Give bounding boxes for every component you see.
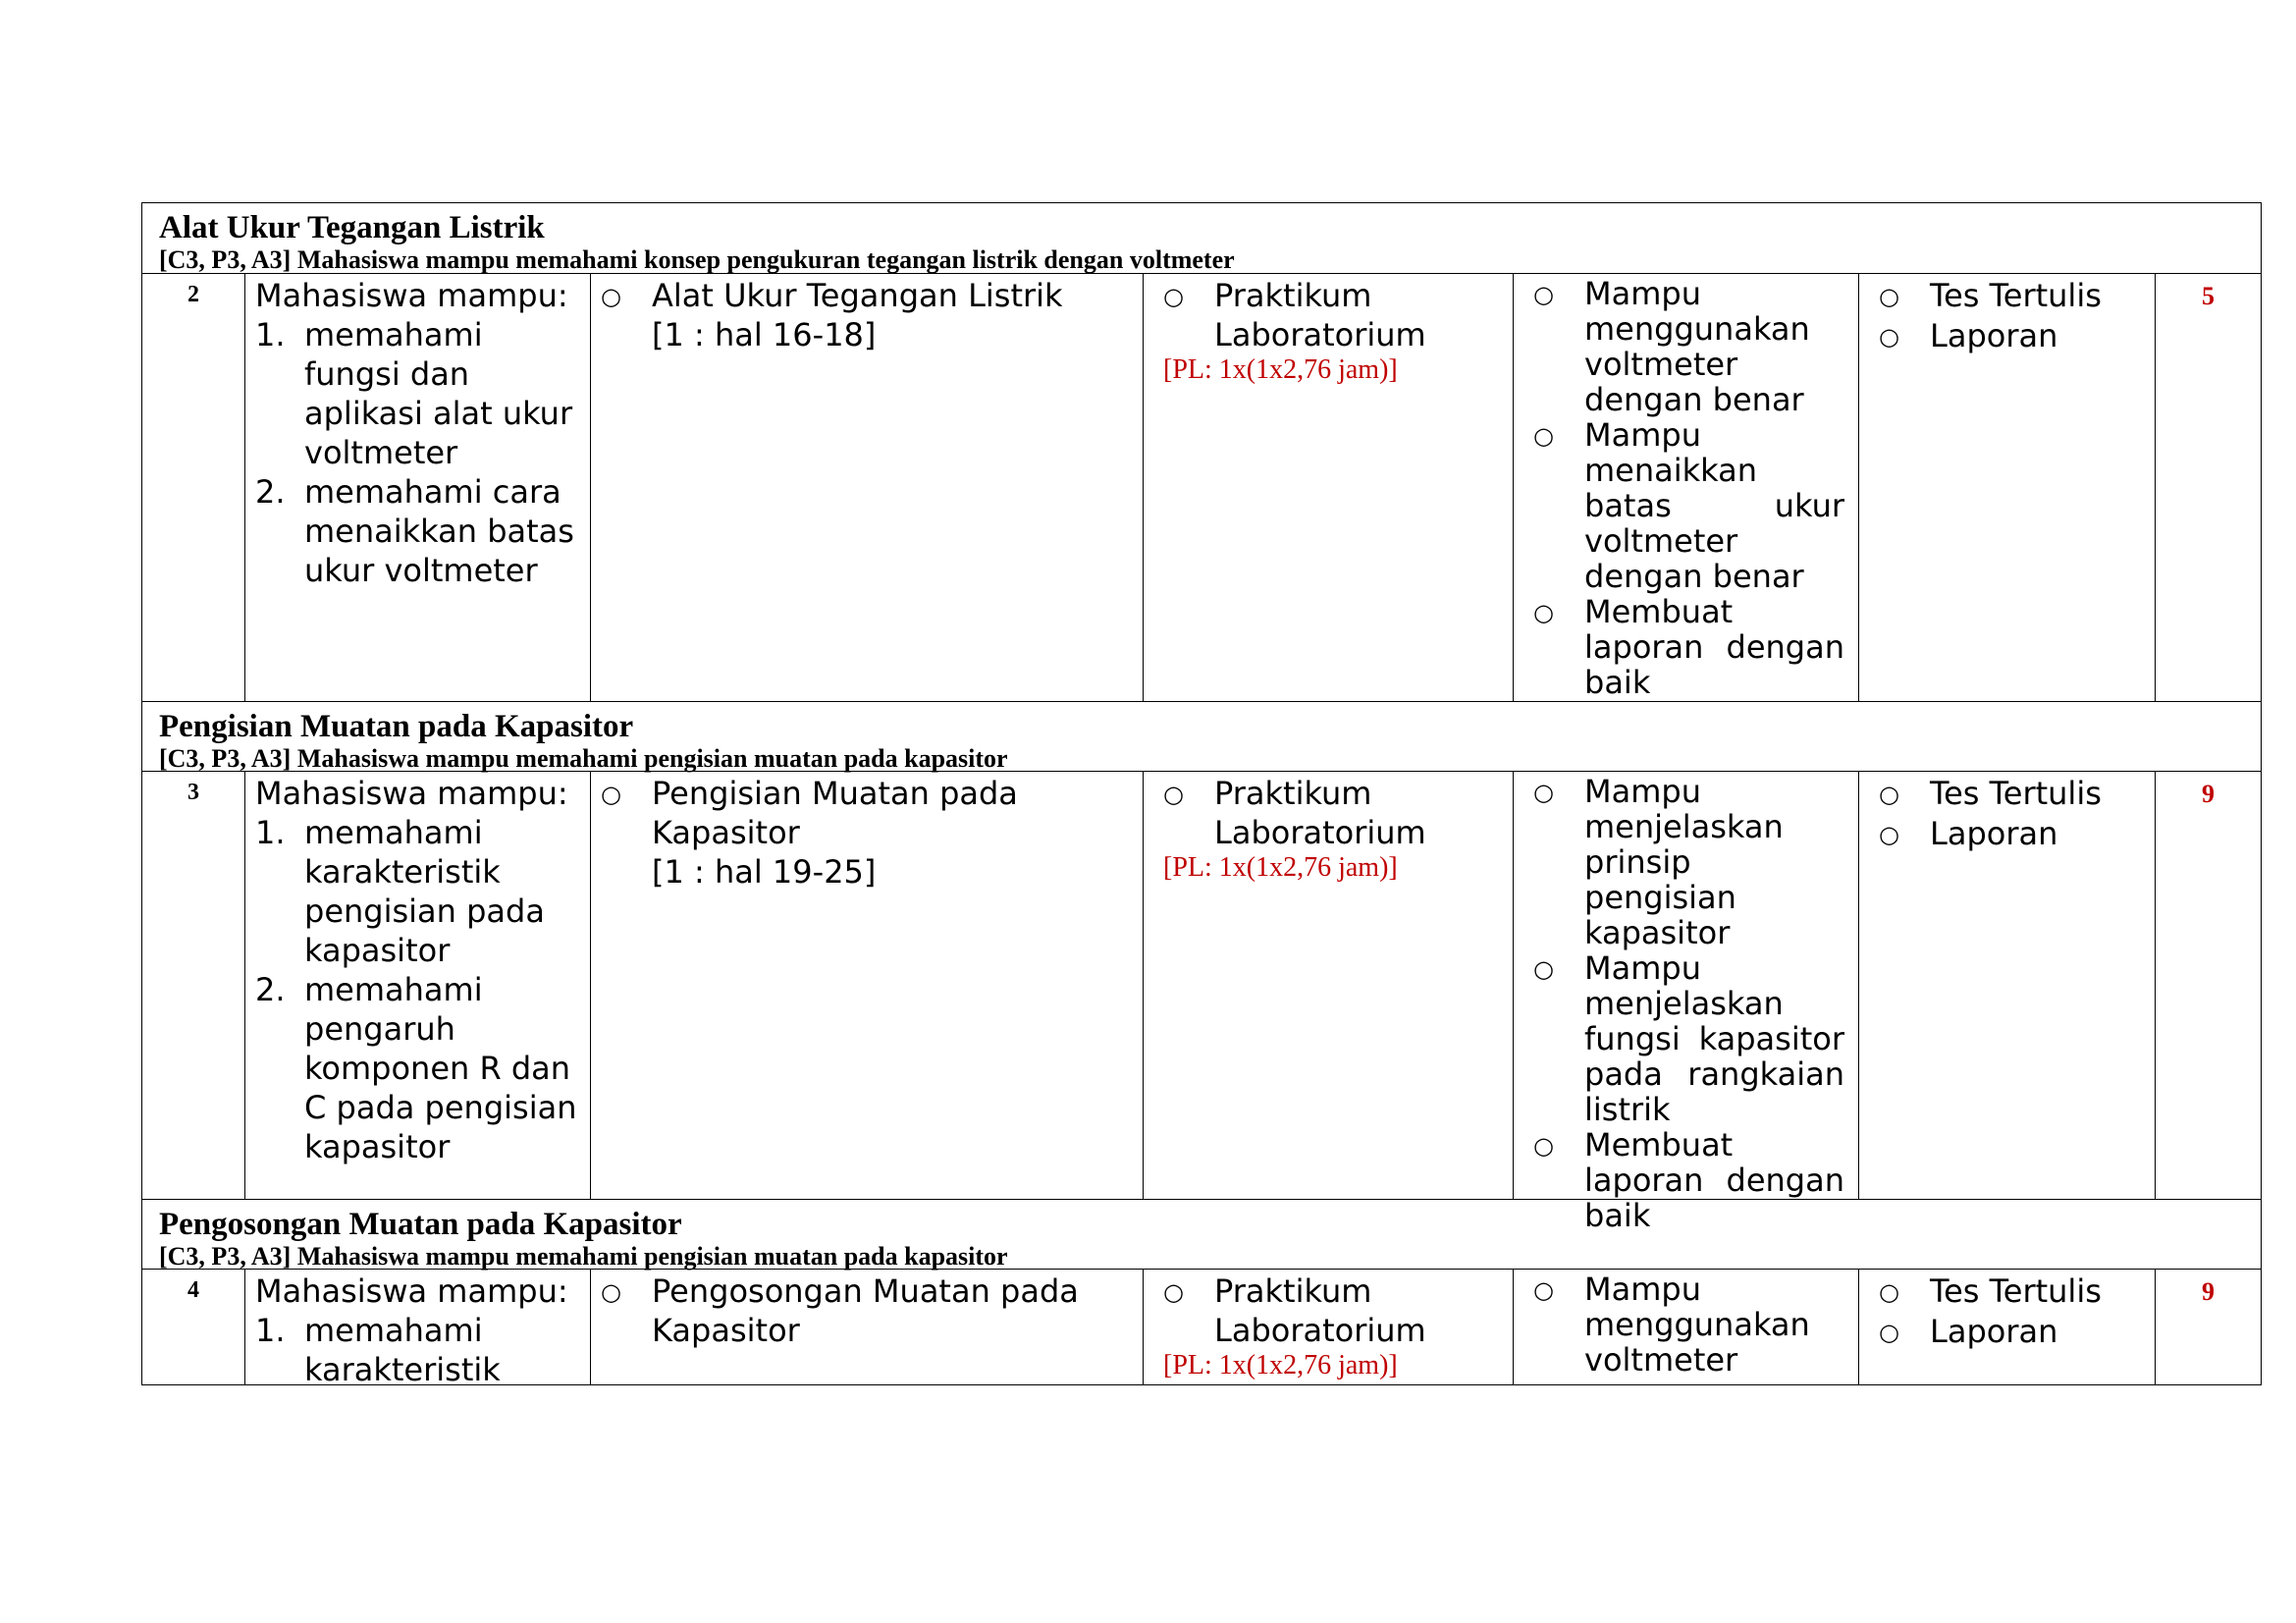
bullet-icon: ○ bbox=[1879, 283, 1899, 310]
section-subtitle: [C3, P3, A3] Mahasiswa mampu memahami konsep pengukuran tegangan listrik dengan voltmeter bbox=[159, 245, 1235, 274]
list-item: 2. memahami cara menaikkan batas ukur voltmeter bbox=[255, 473, 574, 589]
bullet-icon: ○ bbox=[1879, 781, 1899, 808]
week-number: 2 bbox=[187, 282, 199, 307]
bullet-icon: ○ bbox=[1163, 283, 1184, 310]
list-item: 2. memahami pengaruh komponen R dan C pada pengisian kapasitor bbox=[255, 971, 577, 1165]
material-text: Pengisian Muatan pada Kapasitor bbox=[652, 775, 1018, 851]
list-item: 1. memahami karakteristik pengisian pada kapasitor bbox=[255, 814, 545, 969]
bullet-icon: ○ bbox=[601, 781, 621, 808]
week-number: 4 bbox=[187, 1277, 199, 1303]
list-item: 1. memahami fungsi dan aplikasi alat ukur voltmeter bbox=[255, 316, 573, 471]
bullet-icon: ○ bbox=[1163, 781, 1184, 808]
bullet-icon: ○ bbox=[1533, 1132, 1554, 1160]
ability-intro: Mahasiswa mampu: bbox=[255, 277, 568, 314]
section-title: Pengisian Muatan pada Kapasitor bbox=[159, 709, 634, 744]
section-header bbox=[142, 1199, 2261, 1269]
method-cell bbox=[1143, 1270, 1513, 1384]
indicator-item: Membuat laporan dengan baik bbox=[1584, 1126, 1844, 1234]
weight-value: 9 bbox=[2155, 772, 2261, 1199]
ability-list bbox=[255, 813, 584, 1166]
section-subtitle: [C3, P3, A3] Mahasiswa mampu memahami pengisian muatan pada kapasitor bbox=[159, 744, 1008, 773]
indicator-cell bbox=[1513, 1270, 1858, 1384]
section-subtitle: [C3, P3, A3] Mahasiswa mampu memahami pengisian muatan pada kapasitor bbox=[159, 1242, 1008, 1271]
bullet-icon: ○ bbox=[1533, 955, 1554, 983]
method-text: Praktikum Laboratorium bbox=[1214, 775, 1426, 851]
assessment-item: Tes Tertulis bbox=[1930, 775, 2102, 812]
section-header bbox=[142, 203, 2261, 273]
bullet-icon: ○ bbox=[1879, 1278, 1899, 1306]
method-time: [PL: 1x(1x2,76 jam)] bbox=[1163, 354, 1398, 385]
indicator-item: Membuat laporan dengan baik bbox=[1584, 593, 1844, 701]
material-cell bbox=[590, 772, 1143, 1199]
bullet-icon: ○ bbox=[1533, 281, 1554, 308]
table-row bbox=[142, 273, 2261, 701]
assessment-item: Laporan bbox=[1930, 815, 2058, 852]
bullet-icon: ○ bbox=[1879, 323, 1899, 351]
assessment-cell bbox=[1858, 772, 2155, 1199]
method-cell bbox=[1143, 772, 1513, 1199]
weight-value: 9 bbox=[2155, 1270, 2261, 1384]
assessment-item: Tes Tertulis bbox=[1930, 1272, 2102, 1310]
bullet-icon: ○ bbox=[1163, 1278, 1184, 1306]
reference-text: [1 : hal 16-18] bbox=[652, 316, 877, 353]
bullet-icon: ○ bbox=[1533, 779, 1554, 806]
assessment-item: Laporan bbox=[1930, 1313, 2058, 1350]
list-item: 1. memahami karakteristik bbox=[255, 1312, 501, 1384]
method-text: Praktikum Laboratorium bbox=[1214, 277, 1426, 353]
section-header bbox=[142, 701, 2261, 771]
week-number: 3 bbox=[187, 780, 199, 805]
bullet-icon: ○ bbox=[1879, 821, 1899, 848]
material-cell bbox=[590, 274, 1143, 701]
indicator-item: Mampu menggunakan voltmeter bbox=[1584, 1271, 1810, 1379]
section-title: Pengosongan Muatan pada Kapasitor bbox=[159, 1207, 682, 1242]
material-text: Pengosongan Muatan pada Kapasitor bbox=[652, 1272, 1079, 1349]
bullet-icon: ○ bbox=[601, 283, 621, 310]
rps-table bbox=[141, 202, 2262, 1385]
ability-cell bbox=[244, 772, 590, 1199]
indicator-item: Mampu menggunakan voltmeter dengan benar bbox=[1584, 275, 1810, 418]
assessment-item: Laporan bbox=[1930, 317, 2058, 354]
assessment-item: Tes Tertulis bbox=[1930, 277, 2102, 314]
bullet-icon: ○ bbox=[1533, 1276, 1554, 1304]
indicator-item: Mampu menaikkan batas ukur voltmeter dengan benar bbox=[1584, 416, 1844, 595]
method-time: [PL: 1x(1x2,76 jam)] bbox=[1163, 1350, 1398, 1380]
method-cell bbox=[1143, 274, 1513, 701]
assessment-cell bbox=[1858, 274, 2155, 701]
weight-value: 5 bbox=[2155, 274, 2261, 701]
ability-intro: Mahasiswa mampu: bbox=[255, 775, 568, 812]
ability-cell bbox=[244, 1270, 590, 1384]
indicator-item: Mampu menjelaskan prinsip pengisian kapasitor bbox=[1584, 773, 1784, 951]
method-text: Praktikum Laboratorium bbox=[1214, 1272, 1426, 1349]
method-time: [PL: 1x(1x2,76 jam)] bbox=[1163, 852, 1398, 883]
table-row bbox=[142, 1269, 2261, 1384]
indicator-cell bbox=[1513, 274, 1858, 701]
ability-intro: Mahasiswa mampu: bbox=[255, 1272, 568, 1310]
ability-cell bbox=[244, 274, 590, 701]
bullet-icon: ○ bbox=[1533, 422, 1554, 450]
material-cell bbox=[590, 1270, 1143, 1384]
bullet-icon: ○ bbox=[1879, 1319, 1899, 1346]
ability-list bbox=[255, 1311, 584, 1384]
assessment-cell bbox=[1858, 1270, 2155, 1384]
indicator-cell bbox=[1513, 772, 1858, 1234]
section-title: Alat Ukur Tegangan Listrik bbox=[159, 210, 545, 245]
reference-text: [1 : hal 19-25] bbox=[652, 853, 877, 891]
bullet-icon: ○ bbox=[1533, 599, 1554, 626]
bullet-icon: ○ bbox=[601, 1278, 621, 1306]
ability-list bbox=[255, 315, 584, 590]
indicator-item: Mampu menjelaskan fungsi kapasitor pada rangkaian listrik bbox=[1584, 949, 1844, 1128]
material-text: Alat Ukur Tegangan Listrik bbox=[652, 277, 1063, 314]
